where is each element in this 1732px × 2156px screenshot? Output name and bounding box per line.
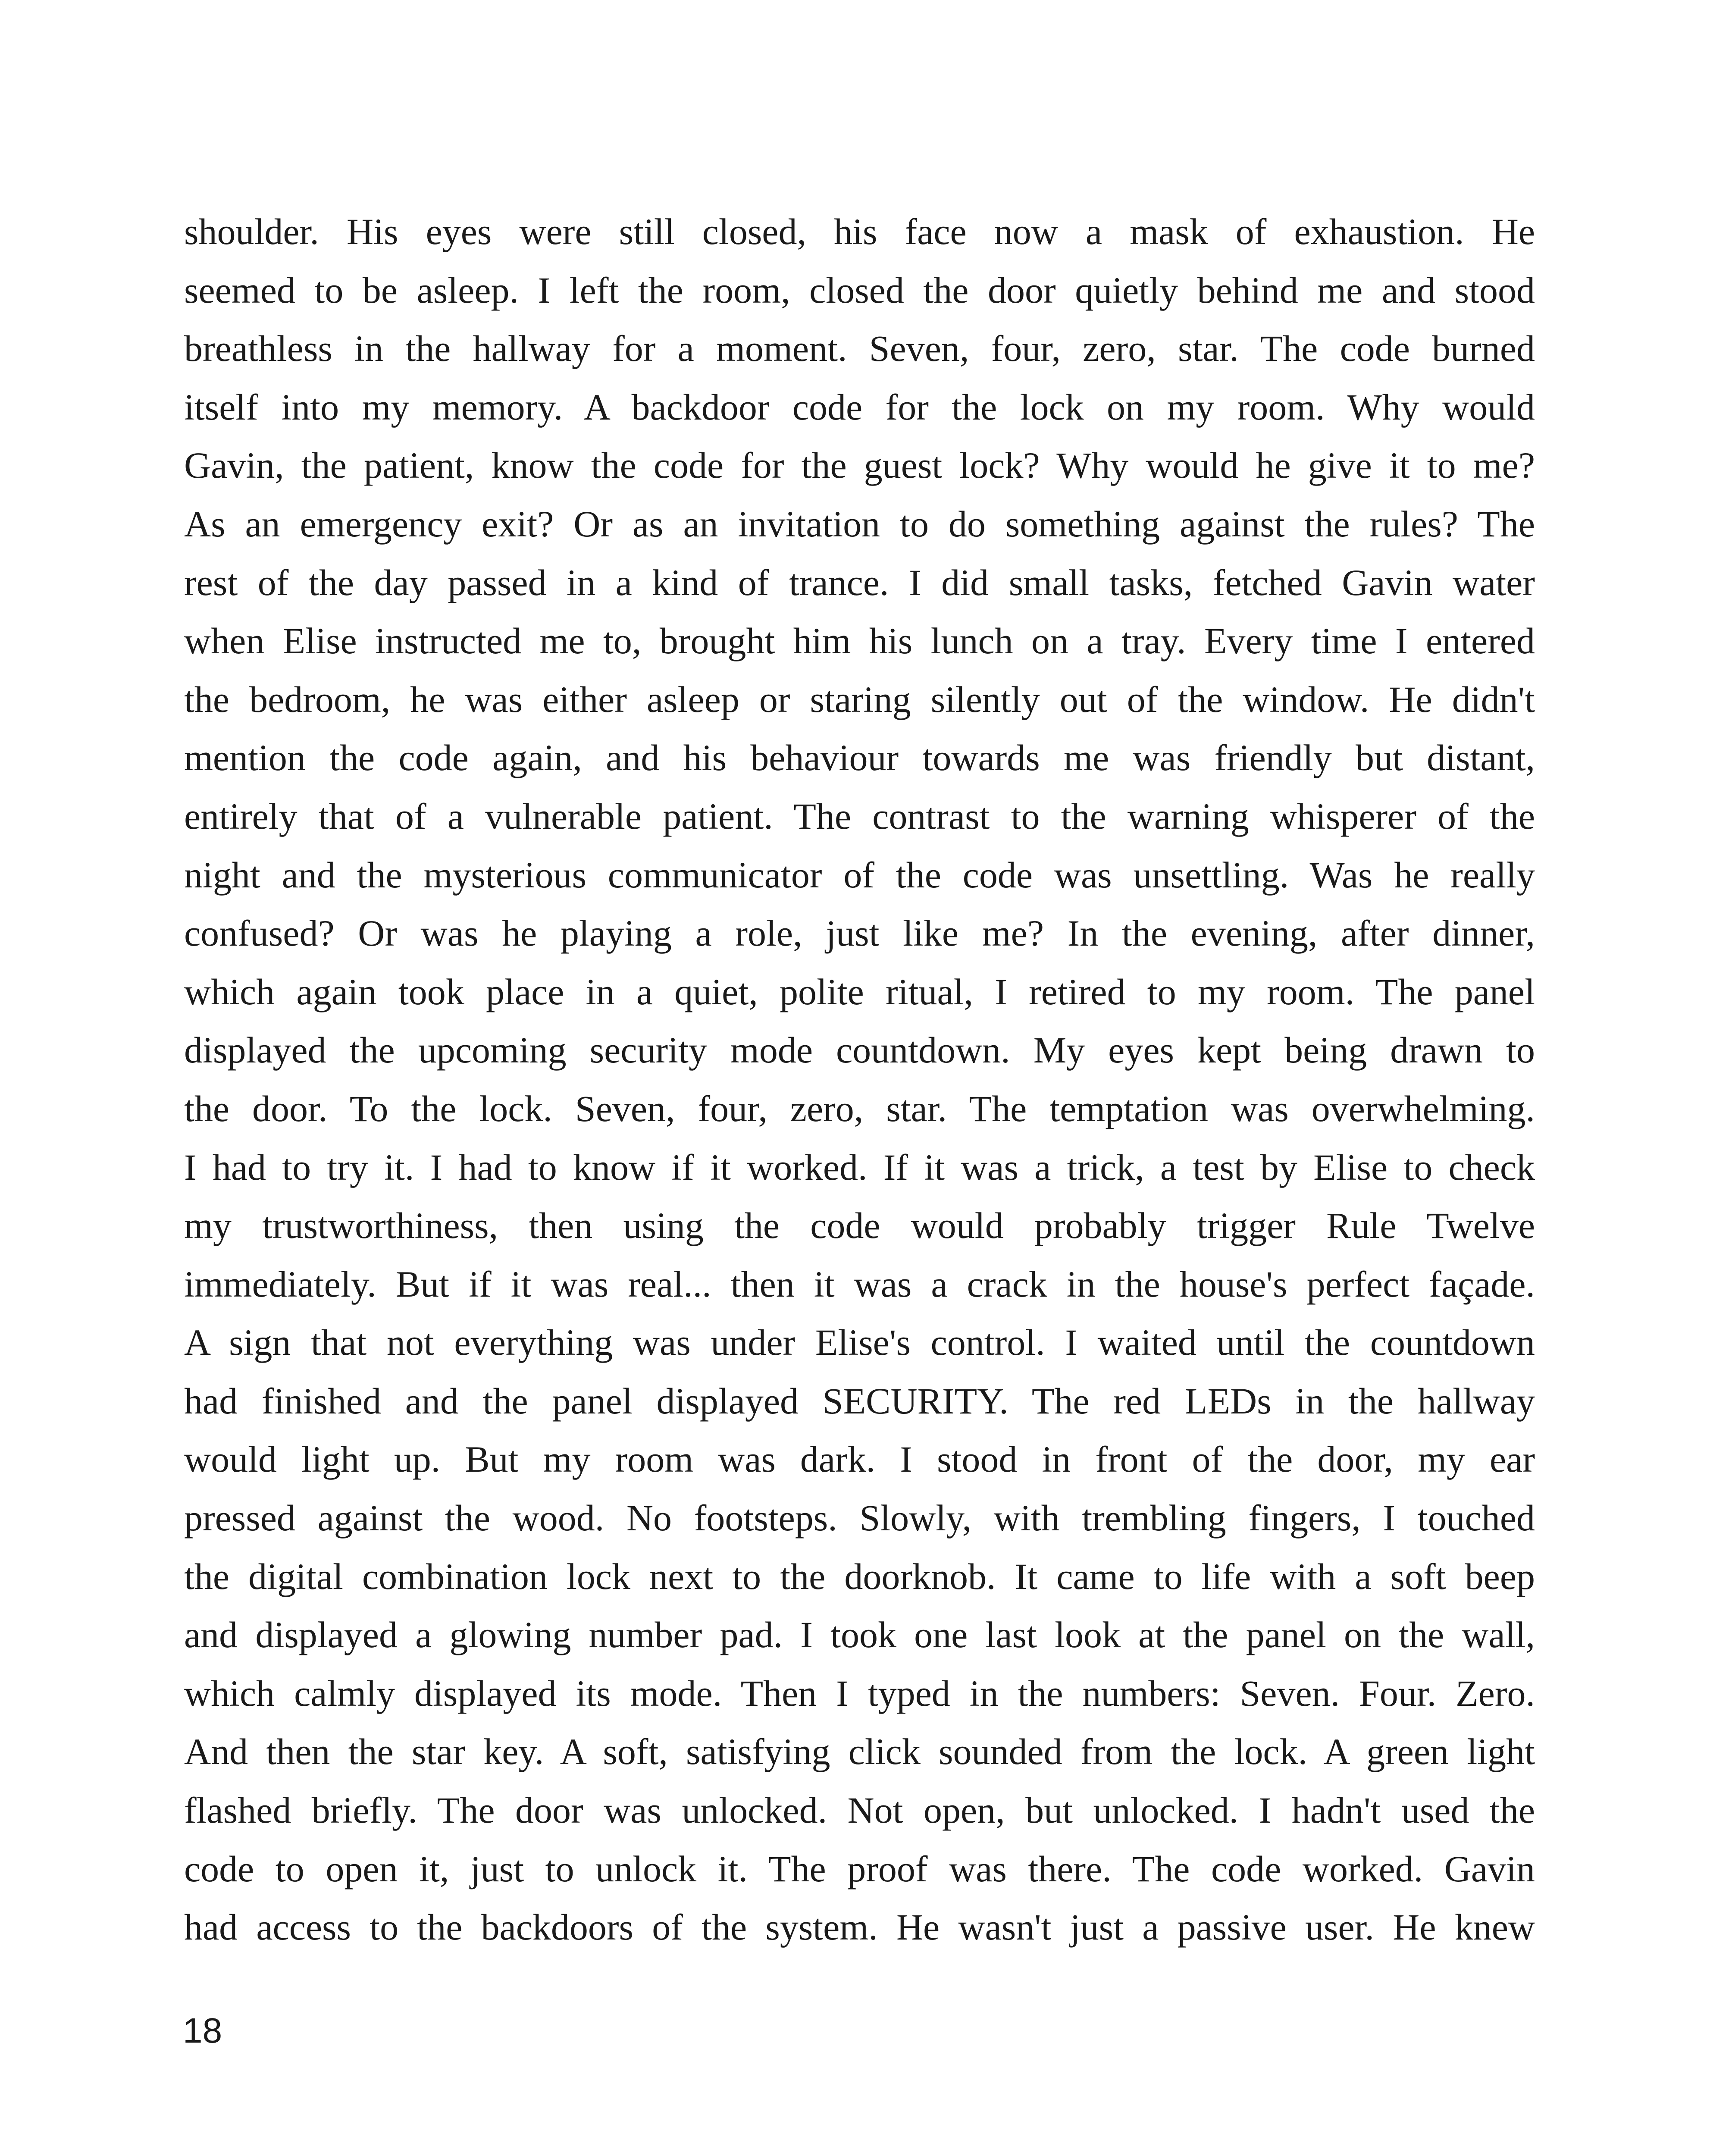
text-line: the door. To the lock. Seven, four, zero, star. The temptation was overwhelming. <box>184 1087 1535 1129</box>
text-line: entirely that of a vulnerable patient. The contrast to the warning whisperer of the <box>184 795 1535 837</box>
text-line: rest of the day passed in a kind of trance. I did small tasks, fetched Gavin water <box>184 561 1535 603</box>
page-number: 18 <box>183 2011 222 2050</box>
text-line: and displayed a glowing number pad. I took one last look at the panel on the wall, <box>184 1614 1535 1656</box>
text-line: when Elise instructed me to, brought him his lunch on a tray. Every time I entered <box>184 620 1535 662</box>
text-line: code to open it, just to unlock it. The proof was there. The code worked. Gavin <box>184 1848 1535 1890</box>
text-line: night and the mysterious communicator of the code was unsettling. Was he really <box>184 854 1535 896</box>
text-line: immediately. But if it was real... then it was a crack in the house's perfect façade. <box>184 1263 1535 1305</box>
body-paragraph <box>184 203 1535 1957</box>
text-line: breathless in the hallway for a moment. Seven, four, zero, star. The code burned <box>184 328 1535 370</box>
text-line: my trustworthiness, then using the code would probably trigger Rule Twelve <box>184 1205 1535 1247</box>
text-line: had finished and the panel displayed SECURITY. The red LEDs in the hallway <box>184 1380 1535 1422</box>
text-line: the digital combination lock next to the doorknob. It came to life with a soft beep <box>184 1555 1535 1597</box>
text-line: itself into my memory. A backdoor code for the lock on my room. Why would <box>184 386 1535 428</box>
text-line: And then the star key. A soft, satisfying click sounded from the lock. A green light <box>184 1731 1535 1773</box>
text-line: shoulder. His eyes were still closed, his face now a mask of exhaustion. He <box>184 211 1535 252</box>
text-line: displayed the upcoming security mode countdown. My eyes kept being drawn to <box>184 1029 1535 1071</box>
text-line: A sign that not everything was under Elise's control. I waited until the countdown <box>184 1322 1535 1363</box>
text-line: would light up. But my room was dark. I stood in front of the door, my ear <box>184 1438 1535 1480</box>
text-line: mention the code again, and his behaviour towards me was friendly but distant, <box>184 737 1535 779</box>
text-line: I had to try it. I had to know if it worked. If it was a trick, a test by Elise to check <box>184 1146 1535 1188</box>
text-line: pressed against the wood. No footsteps. Slowly, with trembling fingers, I touched <box>184 1497 1535 1539</box>
text-line: seemed to be asleep. I left the room, closed the door quietly behind me and stood <box>184 269 1535 311</box>
text-line: the bedroom, he was either asleep or staring silently out of the window. He didn't <box>184 678 1535 720</box>
text-line: flashed briefly. The door was unlocked. Not open, but unlocked. I hadn't used the <box>184 1789 1535 1831</box>
text-line: As an emergency exit? Or as an invitation to do something against the rules? The <box>184 503 1535 545</box>
text-line: had access to the backdoors of the system. He wasn't just a passive user. He knew <box>184 1906 1535 1948</box>
text-line: Gavin, the patient, know the code for the guest lock? Why would he give it to me? <box>184 445 1535 486</box>
text-line: which again took place in a quiet, polite ritual, I retired to my room. The panel <box>184 971 1535 1012</box>
text-line: confused? Or was he playing a role, just like me? In the evening, after dinner, <box>184 912 1535 954</box>
text-line: which calmly displayed its mode. Then I typed in the numbers: Seven. Four. Zero. <box>184 1672 1535 1714</box>
